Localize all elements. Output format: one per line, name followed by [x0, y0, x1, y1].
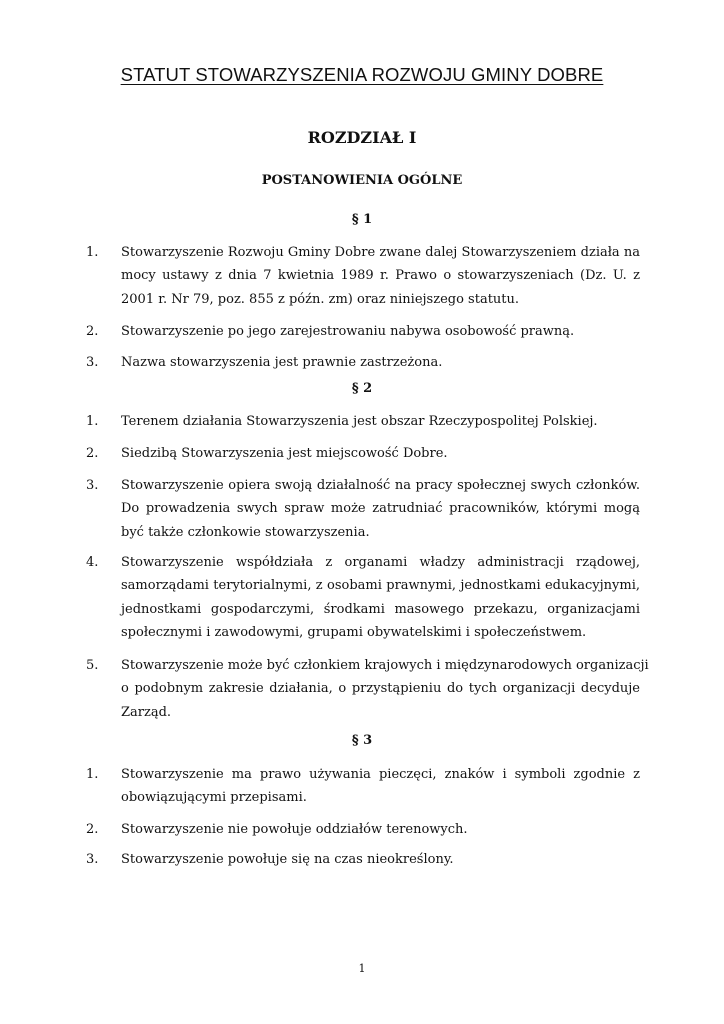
text-line: Stowarzyszenie Rozwoju Gminy Dobre zwane dalej Stowarzyszeniem działa na: [121, 245, 640, 260]
document-title: STATUT STOWARZYSZENIA ROZWOJU GMINY DOBRE: [120, 64, 604, 85]
text-line: obowiązującymi przepisami.: [121, 790, 307, 806]
text-line: Terenem działania Stowarzyszenia jest obszar Rzeczypospolitej Polskiej.: [121, 414, 598, 429]
text-line: Stowarzyszenie powołuje się na czas nieokreślony.: [121, 852, 454, 867]
text-line: Siedzibą Stowarzyszenia jest miejscowość Dobre.: [121, 446, 448, 461]
page-number: 1: [358, 962, 366, 975]
item-number: 4.: [86, 555, 99, 570]
text-line: Do prowadzenia swych spraw może zatrudniać pracowników, którymi mogą: [121, 501, 640, 517]
text-line: mocy ustawy z dnia 7 kwietnia 1989 r. Prawo o stowarzyszeniach (Dz. U. z: [121, 268, 640, 284]
item-text: [121, 410, 640, 433]
text-line: Stowarzyszenie opiera swoją działalność na pracy społecznej swych członków.: [121, 478, 640, 493]
item-text: [121, 351, 640, 374]
text-line: Zarząd.: [121, 704, 172, 720]
item-number: 3.: [86, 355, 99, 370]
text-line: samorządami terytorialnymi, z osobami prawnymi, jednostkami edukacyjnymi,: [121, 578, 640, 594]
text-line: o podobnym zakresie działania, o przystąpieniu do tych organizacji decyduje: [121, 681, 640, 697]
item-text: [121, 241, 640, 311]
item-number: 2.: [86, 324, 99, 339]
text-line: Stowarzyszenie współdziała z organami władzy administracji rządowej,: [121, 555, 640, 570]
text-line: społecznymi i zawodowymi, grupami obywatelskimi i społeczeństwem.: [121, 624, 587, 640]
item-number: 3.: [86, 852, 99, 867]
paragraph-heading: § 2: [351, 381, 373, 396]
item-text: [121, 551, 640, 644]
item-number: 3.: [86, 478, 99, 493]
chapter-heading: ROZDZIAŁ I: [307, 128, 417, 147]
item-text: [121, 763, 640, 810]
item-number: 1.: [86, 414, 99, 429]
item-text: [121, 848, 640, 871]
text-line: Stowarzyszenie po jego zarejestrowaniu nabywa osobowość prawną.: [121, 324, 575, 339]
item-number: 2.: [86, 446, 99, 461]
item-number: 1.: [86, 767, 99, 782]
item-number: 1.: [86, 245, 99, 260]
paragraph-heading: § 3: [351, 733, 373, 748]
text-line: być także członkowie stowarzyszenia.: [121, 524, 370, 540]
item-text: [121, 474, 640, 544]
chapter-subtitle: POSTANOWIENIA OGÓLNE: [261, 173, 463, 188]
paragraph-heading: § 1: [351, 212, 373, 227]
text-line: Stowarzyszenie może być członkiem krajowych i międzynarodowych organizacji: [121, 658, 649, 673]
item-number: 2.: [86, 822, 99, 837]
text-line: 2001 r. Nr 79, poz. 855 z późn. zm) oraz niniejszego statutu.: [121, 291, 520, 307]
item-text: [121, 654, 649, 724]
item-text: [121, 320, 640, 343]
text-line: Stowarzyszenie ma prawo używania pieczęci, znaków i symboli zgodnie z: [121, 767, 640, 782]
item-number: 5.: [86, 658, 99, 673]
item-text: [121, 442, 640, 465]
text-line: Stowarzyszenie nie powołuje oddziałów terenowych.: [121, 822, 468, 837]
item-text: [121, 818, 640, 841]
text-line: Nazwa stowarzyszenia jest prawnie zastrzeżona.: [121, 355, 443, 370]
text-line: jednostkami gospodarczymi, środkami masowego przekazu, organizacjami: [121, 601, 640, 617]
